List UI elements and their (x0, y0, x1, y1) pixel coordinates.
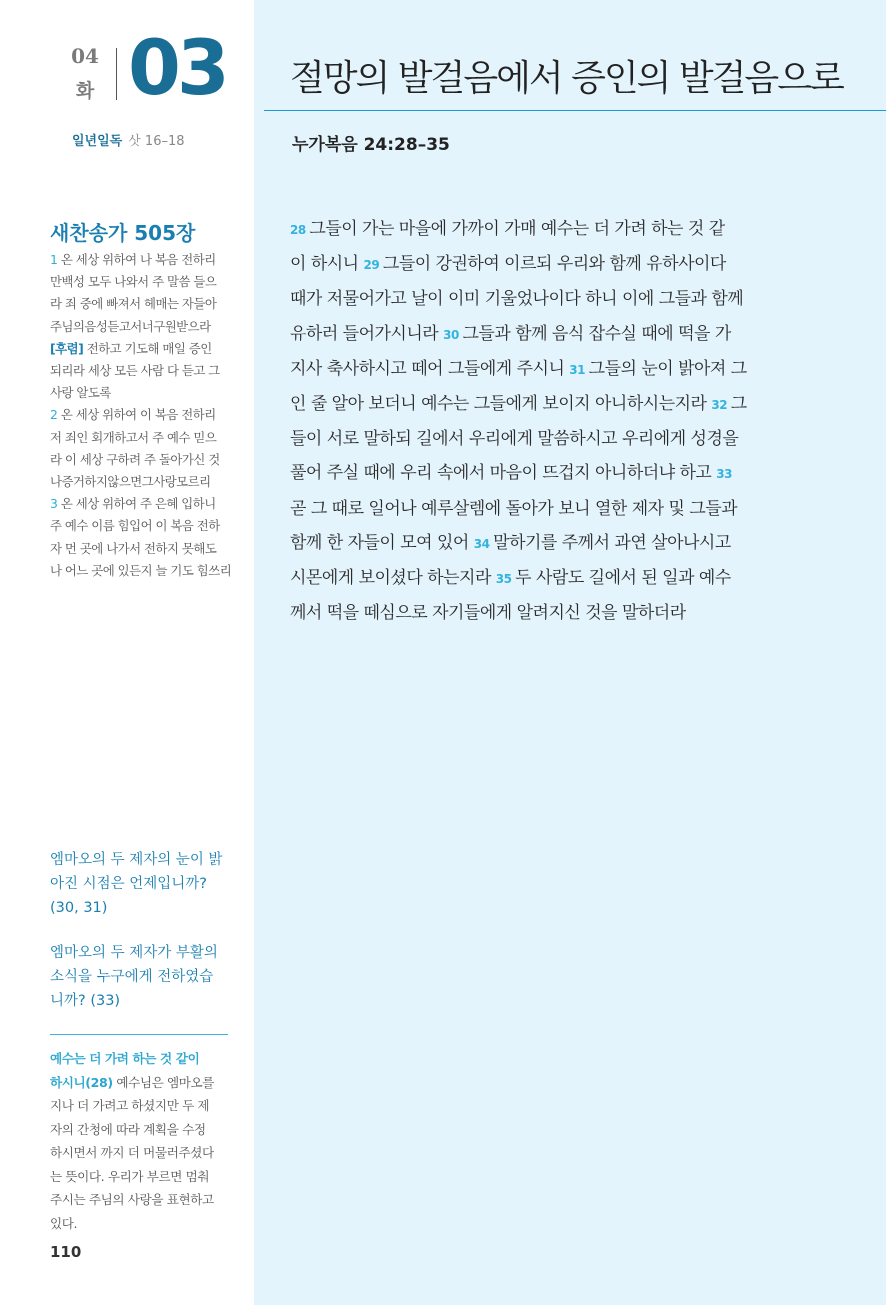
hymn-verse-number: 1 (50, 252, 58, 267)
note-highlight: 예수는 더 가려 하는 것 같이 (50, 1051, 200, 1066)
scripture-line (290, 492, 796, 526)
question-line: 니까? (33) (50, 993, 121, 1009)
hymn-line: 라 죄 중에 빠져서 헤매는 자들아 (50, 296, 217, 312)
scripture-line (290, 596, 796, 630)
note-line: 자의 간청에 따라 계획을 수정 (50, 1121, 206, 1137)
one-year-reference: 삿 16–18 (128, 134, 185, 149)
verse-text: 풀어 주실 때에 우리 속에서 마음이 뜨겁지 아니하더냐 하고 (290, 463, 717, 484)
verse-text: 이 하시니 (290, 254, 364, 275)
reflection-question-1 (50, 848, 232, 920)
hymn-line: 나 어느 곳에 있든지 늘 기도 힘쓰리 (50, 562, 232, 578)
note-line: 예수님은 엠마오를 (116, 1074, 215, 1090)
one-year-label: 일년일독 (72, 134, 123, 149)
verse-text: 인 줄 알아 보더니 예수는 그들에게 보이지 아니하시는지라 (290, 394, 712, 415)
hymn-refrain-label: [후렴] (50, 340, 84, 356)
page-number: 110 (50, 1243, 82, 1261)
verse-text: 그 (730, 394, 747, 415)
date-divider (116, 48, 117, 100)
date-day: 03 (128, 23, 226, 112)
scripture-line (290, 212, 796, 247)
hymn-line: 온 세상 위하여 이 복음 전하리 (60, 407, 216, 423)
hymn-line: 라 이 세상 구하려 주 돌아가신 것 (50, 451, 220, 467)
verse-text: 유하러 들어가시니라 (290, 323, 444, 344)
verse-text: 시몬에게 보이셨다 하는지라 (290, 568, 496, 589)
hymn-line: 온 세상 위하여 주 은혜 입하니 (60, 496, 216, 512)
scripture-line (290, 352, 796, 387)
hymn-line: 전하고 기도해 매일 증인 (86, 340, 212, 356)
reflection-question-2 (50, 941, 232, 1013)
hymn-line: 주 예수 이름 힘입어 이 복음 전하 (50, 518, 220, 534)
title-underline (264, 110, 886, 111)
verse-text: 그들의 눈이 밝아져 그 (588, 358, 747, 379)
verse-number: 28 (290, 223, 310, 237)
note-line: 있다. (50, 1215, 78, 1231)
note-line: 는 뜻이다. 우리가 부르면 멈춰 (50, 1168, 210, 1184)
verse-text: 때가 저물어가고 날이 이미 기울었나이다 하니 이에 그들과 함께 (290, 289, 744, 310)
verse-number: 29 (363, 258, 383, 273)
verse-text: 그들과 함께 음식 잡수실 때에 떡을 가 (462, 323, 731, 344)
question-line: 엠마오의 두 제자가 부활의 (50, 945, 218, 961)
commentary-note (50, 1047, 232, 1235)
verse-text: 그들이 가는 마을에 가까이 가매 예수는 더 가려 하는 것 같 (309, 219, 725, 239)
question-line: 아진 시점은 언제입니까? (50, 876, 207, 892)
hymn-line: 되리라 세상 모든 사람 다 듣고 그 (50, 363, 220, 379)
date-month: 04 (71, 44, 99, 68)
verse-text: 두 사람도 길에서 된 일과 예수 (515, 568, 731, 589)
hymn-verse-number: 2 (50, 407, 58, 423)
passage-reference: 누가복음 24:28–35 (292, 135, 450, 155)
hymn-line: 나증거하지않으면그사랑모르리 (50, 474, 211, 490)
note-highlight: 하시니(28) (50, 1074, 113, 1090)
hymn-line: 만백성 모두 나와서 주 말씀 들으 (50, 274, 217, 290)
date-weekday: 화 (75, 80, 95, 102)
scripture-line (290, 387, 796, 422)
hymn-line: 저 죄인 회개하고서 주 예수 믿으 (50, 429, 217, 445)
scripture-line (290, 456, 796, 491)
scripture-line (290, 561, 796, 596)
hymn-lyrics (50, 249, 232, 582)
one-year-reading (72, 130, 185, 149)
verse-text: 함께 한 자들이 모여 있어 (290, 532, 474, 553)
verse-text: 곧 그 때로 일어나 예루살렘에 돌아가 보니 열한 제자 및 그들과 (290, 498, 738, 519)
left-sidebar (0, 0, 254, 1305)
scripture-line (290, 526, 796, 561)
verse-text: 지사 축사하시고 떼어 그들에게 주시니 (290, 358, 570, 379)
scripture-line (290, 282, 796, 316)
verse-text: 께서 떡을 떼심으로 자기들에게 알려지신 것을 말하더라 (290, 603, 686, 624)
question-line: 엠마오의 두 제자의 눈이 밝 (50, 852, 223, 868)
note-divider (50, 1034, 228, 1035)
page-title: 절망의 발걸음에서 증인의 발걸음으로 (290, 58, 843, 99)
hymn-line: 주님의음성듣고서너구원받으라 (50, 318, 211, 334)
hymn-line: 사랑 알도록 (50, 385, 111, 401)
scripture-line (290, 317, 796, 352)
note-line: 주시는 주님의 사랑을 표현하고 (50, 1192, 214, 1207)
question-line: 소식을 누구에게 전하였습 (50, 969, 214, 985)
question-line: (30, 31) (50, 900, 108, 916)
hymn-line: 온 세상 위하여 나 복음 전하리 (60, 252, 216, 267)
verse-number: 31 (569, 362, 589, 377)
hymn-title: 새찬송가 505장 (50, 221, 196, 245)
verse-text: 들이 서로 말하되 길에서 우리에게 말씀하시고 우리에게 성경을 (290, 429, 739, 450)
note-line: 지나 더 가려고 하셨지만 두 제 (50, 1098, 210, 1113)
verse-number: 35 (495, 572, 516, 587)
main-panel (254, 0, 886, 1305)
verse-number: 32 (711, 398, 731, 413)
verse-number: 33 (716, 467, 732, 482)
hymn-verse-number: 3 (50, 496, 58, 512)
scripture-line (290, 422, 796, 456)
hymn-line: 자 먼 곳에 나가서 전하지 못해도 (50, 540, 217, 556)
verse-number: 34 (473, 536, 494, 551)
verse-number: 30 (443, 327, 463, 342)
scripture-line (290, 247, 796, 282)
verse-text: 그들이 강권하여 이르되 우리와 함께 유하사이다 (382, 254, 726, 275)
verse-text: 말하기를 주께서 과연 살아나시고 (493, 532, 731, 553)
note-line: 하시면서 까지 더 머물러주셨다 (50, 1145, 214, 1160)
scripture-text (290, 212, 796, 630)
